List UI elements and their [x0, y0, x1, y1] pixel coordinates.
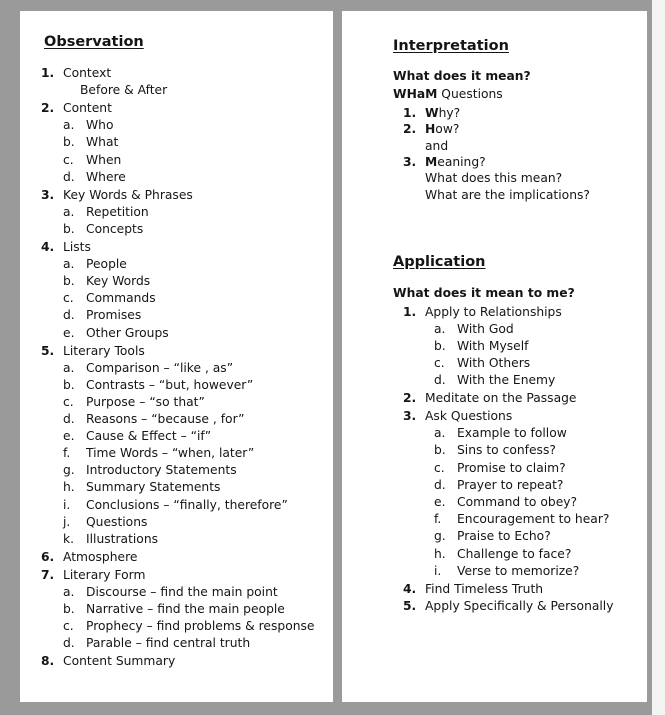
- item-text: Other Groups: [86, 325, 169, 340]
- item-letter: a.: [63, 585, 75, 599]
- item-letter: j.: [63, 514, 71, 529]
- list-item: [403, 122, 459, 137]
- item-text: Cause & Effect – “if”: [86, 429, 212, 444]
- item-letter: a.: [63, 118, 75, 133]
- item-text: Literary Tools: [63, 343, 145, 358]
- interpretation-title: Interpretation: [393, 38, 509, 54]
- interpretation-question: What does it mean?: [393, 69, 531, 83]
- list-item: [403, 599, 614, 614]
- item-text: Contrasts – “but, however”: [86, 377, 254, 392]
- item-text: Questions: [86, 514, 148, 529]
- sub-item: [434, 529, 551, 544]
- item-letter: a.: [434, 426, 446, 441]
- item-text: Verse to memorize?: [457, 563, 580, 578]
- item-text: Literary Form: [63, 567, 146, 582]
- item-letter: e.: [63, 429, 75, 444]
- item-text: With God: [457, 321, 514, 336]
- item-letter: a.: [63, 257, 75, 272]
- item-letter: b.: [63, 274, 75, 289]
- application-question: What does it mean to me?: [393, 286, 575, 300]
- item-text: Sins to confess?: [457, 443, 556, 458]
- sub-item: [63, 498, 288, 513]
- item-letter: b.: [63, 377, 75, 392]
- list-item: [403, 155, 486, 170]
- item-letter: b.: [434, 339, 446, 353]
- item-letter: c.: [63, 619, 74, 634]
- item-text: Repetition: [86, 204, 149, 219]
- list-item: [41, 344, 145, 359]
- item-letter: f.: [63, 446, 71, 461]
- item-initial: W: [425, 106, 439, 120]
- list-item: [41, 550, 137, 565]
- note-line: Before & After: [80, 83, 168, 98]
- item-letter: c.: [63, 152, 74, 167]
- sub-item: [63, 515, 147, 530]
- sub-item: [434, 356, 530, 371]
- item-text: Illustrations: [86, 531, 159, 546]
- item-text: Conclusions – “finally, therefore”: [86, 497, 288, 512]
- item-number: 5.: [41, 343, 55, 358]
- list-item: [403, 391, 576, 406]
- item-text: Concepts: [86, 221, 144, 236]
- item-text: Discourse – find the main point: [86, 585, 278, 599]
- sub-item: [63, 291, 156, 306]
- item-letter: a.: [63, 204, 75, 219]
- item-number: 1.: [403, 304, 417, 319]
- item-letter: e.: [434, 495, 446, 509]
- list-item: [403, 582, 543, 597]
- item-text: Prophecy – find problems & response: [86, 619, 315, 634]
- item-text: Context: [63, 66, 112, 80]
- sub-item: [63, 463, 237, 478]
- item-letter: h.: [63, 480, 75, 495]
- list-item: [41, 568, 145, 583]
- item-letter: c.: [63, 394, 74, 409]
- note-line: What does this mean?: [425, 171, 563, 186]
- list-item: [41, 66, 111, 81]
- sub-item: [63, 135, 118, 150]
- item-text: Summary Statements: [86, 480, 221, 495]
- item-text: Content Summary: [63, 654, 176, 669]
- item-letter: e.: [63, 325, 75, 340]
- sub-item: [63, 480, 220, 495]
- item-text: Challenge to face?: [457, 546, 572, 561]
- list-item: [41, 101, 112, 116]
- list-item: [41, 240, 91, 255]
- item-letter: d.: [63, 169, 75, 184]
- item-text: What: [86, 135, 119, 150]
- item-text: Praise to Echo?: [457, 529, 551, 544]
- item-letter: b.: [63, 602, 75, 617]
- item-text: Lists: [63, 240, 91, 254]
- item-number: 4.: [403, 581, 417, 596]
- item-text: eaning?: [437, 154, 486, 169]
- item-text: With Myself: [457, 339, 529, 353]
- item-letter: i.: [434, 563, 442, 578]
- item-number: 3.: [403, 409, 417, 423]
- sub-item: [434, 512, 609, 527]
- item-text: Purpose – “so that”: [86, 394, 205, 409]
- item-number: 8.: [41, 654, 55, 669]
- item-letter: a.: [63, 360, 75, 375]
- sub-item: [63, 619, 314, 634]
- item-letter: b.: [434, 443, 446, 458]
- item-text: Comparison – “like , as”: [86, 360, 234, 375]
- item-text: Meditate on the Passage: [425, 391, 577, 406]
- item-text: Promises: [86, 308, 142, 323]
- sub-item: [63, 429, 211, 444]
- sub-item: [63, 602, 285, 617]
- item-letter: d.: [63, 636, 75, 651]
- sub-item: [63, 257, 127, 272]
- item-text: Example to follow: [457, 426, 567, 441]
- sub-item: [63, 153, 121, 168]
- item-text: With the Enemy: [457, 373, 556, 388]
- item-letter: f.: [434, 512, 442, 527]
- item-number: 7.: [41, 567, 55, 582]
- item-text: ow?: [435, 122, 460, 137]
- item-text: Command to obey?: [457, 495, 578, 509]
- sub-item: [434, 564, 579, 579]
- sub-item: [63, 118, 113, 133]
- sub-item: [63, 170, 126, 185]
- item-letter: d.: [63, 308, 75, 323]
- list-item: [403, 409, 512, 424]
- list-item: [403, 305, 562, 320]
- item-number: 2.: [41, 101, 55, 116]
- page-edge: [652, 0, 665, 715]
- sub-item: [434, 373, 555, 388]
- item-letter: i.: [63, 497, 71, 512]
- sub-item: [63, 395, 205, 410]
- item-text: People: [86, 257, 127, 272]
- list-item: [41, 188, 193, 203]
- sub-item: [63, 532, 158, 547]
- item-text: Time Words – “when, later”: [86, 446, 255, 461]
- item-text: Prayer to repeat?: [457, 477, 564, 492]
- sub-item: [63, 446, 254, 461]
- sub-item: [63, 378, 253, 393]
- item-text: Apply to Relationships: [425, 304, 562, 319]
- sub-item: [63, 412, 245, 427]
- list-item: [403, 106, 460, 121]
- item-number: 6.: [41, 549, 55, 564]
- item-number: 1.: [403, 106, 417, 120]
- item-text: Content: [63, 101, 112, 116]
- sub-item: [63, 205, 149, 220]
- item-letter: d.: [434, 477, 446, 492]
- item-text: Narrative – find the main people: [86, 602, 285, 617]
- item-number: 2.: [403, 391, 417, 406]
- item-letter: b.: [63, 135, 75, 150]
- item-number: 3.: [41, 187, 55, 202]
- sub-item: [63, 308, 141, 323]
- item-letter: k.: [63, 531, 75, 546]
- sub-item: [434, 426, 567, 441]
- item-text: Encouragement to hear?: [457, 512, 610, 527]
- item-text: Ask Questions: [425, 409, 513, 423]
- item-number: 2.: [403, 122, 417, 137]
- item-letter: g.: [434, 529, 446, 544]
- item-letter: c.: [434, 356, 445, 371]
- item-number: 3.: [403, 154, 417, 169]
- sub-item: [63, 636, 250, 651]
- sub-item: [63, 361, 233, 376]
- item-text: Key Words: [86, 274, 151, 289]
- sub-item: [63, 326, 169, 341]
- item-letter: a.: [434, 321, 446, 336]
- observation-title: Observation: [44, 34, 144, 50]
- observation-panel: [20, 11, 333, 702]
- item-letter: c.: [434, 460, 445, 475]
- item-text: Where: [86, 169, 126, 184]
- item-text: Key Words & Phrases: [63, 187, 193, 202]
- item-number: 1.: [41, 66, 55, 80]
- item-text: With Others: [457, 356, 531, 371]
- sub-item: [434, 478, 563, 493]
- item-number: 5.: [403, 599, 417, 614]
- wham-rest: Questions: [437, 87, 503, 101]
- item-text: Atmosphere: [63, 549, 138, 564]
- item-letter: h.: [434, 546, 446, 561]
- item-letter: d.: [63, 412, 75, 426]
- item-initial: M: [425, 154, 438, 169]
- wham-heading: [393, 87, 503, 102]
- item-letter: g.: [63, 463, 75, 478]
- sub-item: [434, 495, 577, 510]
- note-line: and: [425, 138, 449, 153]
- interpretation-application-panel: [342, 11, 647, 702]
- item-letter: c.: [63, 291, 74, 306]
- sub-item: [63, 585, 278, 600]
- list-item: [41, 654, 175, 669]
- item-initial: H: [425, 122, 436, 137]
- note-line: What are the implications?: [425, 187, 590, 202]
- item-letter: d.: [434, 373, 446, 388]
- sub-item: [434, 443, 556, 458]
- sub-item: [63, 274, 150, 289]
- sub-item: [434, 547, 571, 562]
- item-text: Reasons – “because , for”: [86, 412, 245, 426]
- item-text: When: [86, 152, 122, 167]
- item-letter: b.: [63, 221, 75, 236]
- item-text: Promise to claim?: [457, 460, 566, 475]
- sub-item: [63, 222, 143, 237]
- sub-item: [434, 461, 566, 476]
- sub-item: [434, 339, 528, 354]
- sub-item: [434, 322, 514, 337]
- item-number: 4.: [41, 240, 55, 254]
- wham-label: WHaM: [393, 87, 438, 101]
- item-text: Apply Specifically & Personally: [425, 599, 614, 614]
- item-text: Parable – find central truth: [86, 636, 251, 651]
- item-text: Who: [86, 118, 114, 133]
- item-text: Find Timeless Truth: [425, 581, 544, 596]
- item-text: hy?: [438, 106, 461, 120]
- item-text: Commands: [86, 291, 156, 306]
- item-text: Introductory Statements: [86, 463, 237, 478]
- application-title: Application: [393, 254, 486, 270]
